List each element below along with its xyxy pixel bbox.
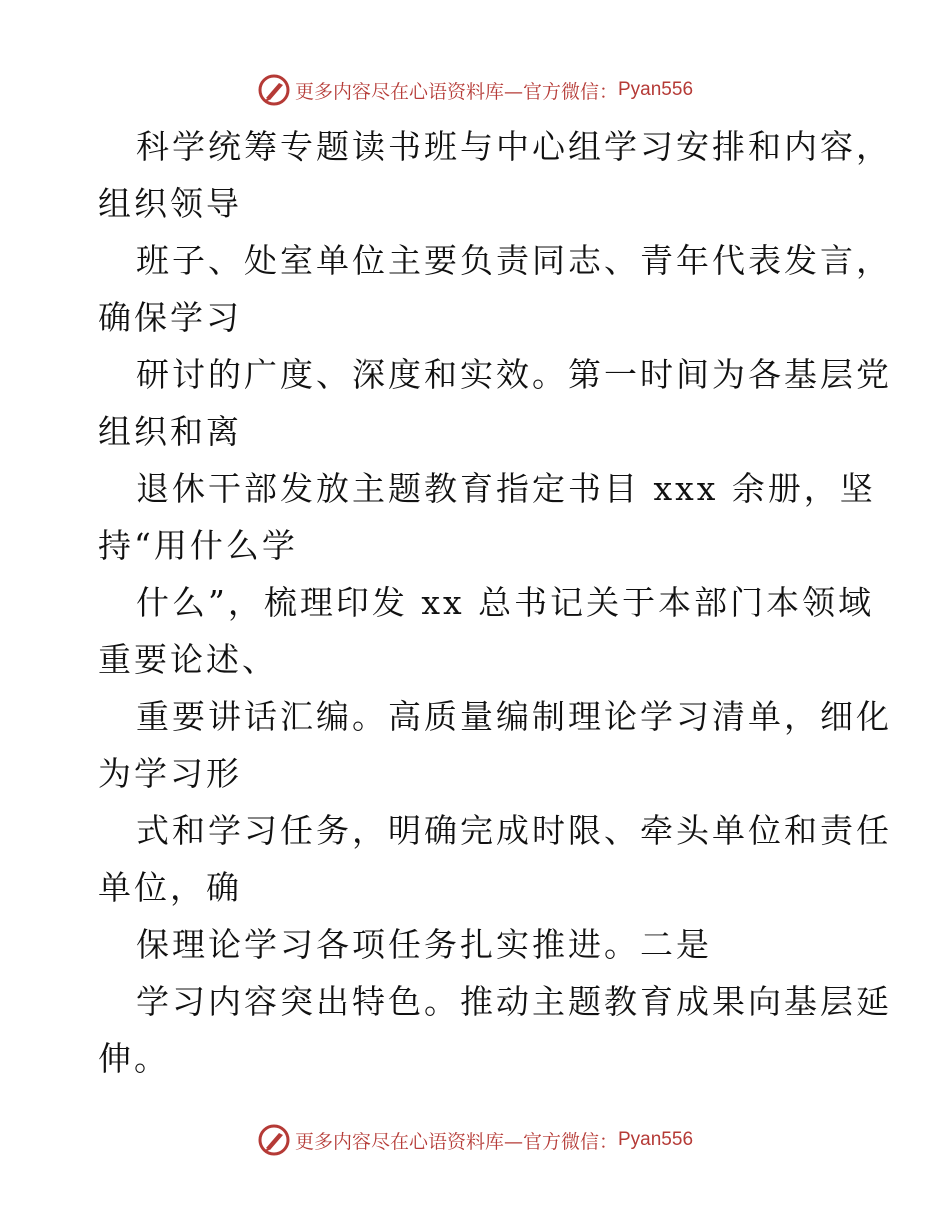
body-line: 保理论学习各项任务扎实推进。二是 bbox=[136, 925, 712, 964]
footer-wechat-id: Pyan556 bbox=[618, 1129, 694, 1150]
header-banner bbox=[0, 70, 950, 110]
body-line: 组织领导 bbox=[98, 184, 242, 223]
footer-banner bbox=[0, 1120, 950, 1160]
body-line: 组织和离 bbox=[98, 412, 242, 451]
body-line: 什么”，梳理印发 xx 总书记关于本部门本领域 bbox=[136, 583, 875, 622]
body-line: 确保学习 bbox=[98, 298, 242, 337]
pen-seal-logo-icon bbox=[257, 1123, 291, 1157]
body-line: 学习内容突出特色。推动主题教育成果向基层延 bbox=[136, 982, 892, 1021]
header-banner-text: 更多内容尽在心语资料库—官方微信： bbox=[294, 80, 618, 103]
body-line: 退休干部发放主题教育指定书目 xxx 余册，坚 bbox=[136, 469, 876, 508]
body-line: 持“用什么学 bbox=[98, 526, 298, 565]
body-line: 班子、处室单位主要负责同志、青年代表发言， bbox=[136, 241, 892, 280]
footer-banner-text: 更多内容尽在心语资料库—官方微信： bbox=[294, 1130, 618, 1153]
body-line: 式和学习任务，明确完成时限、牵头单位和责任 bbox=[136, 811, 892, 850]
header-wechat-id: Pyan556 bbox=[618, 79, 694, 100]
body-line: 科学统筹专题读书班与中心组学习安排和内容， bbox=[136, 127, 892, 166]
body-line: 重要论述、 bbox=[98, 640, 278, 679]
body-line: 单位，确 bbox=[98, 868, 242, 907]
body-line: 研讨的广度、深度和实效。第一时间为各基层党 bbox=[136, 355, 892, 394]
body-line: 重要讲话汇编。高质量编制理论学习清单，细化 bbox=[136, 697, 892, 736]
document-body bbox=[98, 118, 892, 1087]
body-line: 伸。 bbox=[98, 1039, 170, 1078]
pen-seal-logo-icon bbox=[257, 73, 291, 107]
body-line: 为学习形 bbox=[98, 754, 242, 793]
